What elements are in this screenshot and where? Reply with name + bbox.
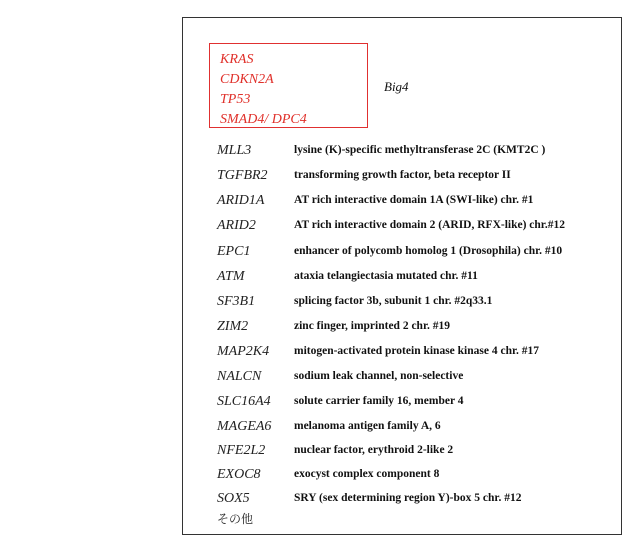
big4-label: Big4 <box>384 79 409 94</box>
gene-description: solute carrier family 16, member 4 <box>294 395 464 407</box>
gene-description: enhancer of polycomb homolog 1 (Drosophila) chr. #10 <box>294 245 563 257</box>
gene-row <box>183 244 621 264</box>
gene-row <box>183 319 621 339</box>
gene-row <box>183 394 621 414</box>
gene-description: sodium leak channel, non-selective <box>294 370 464 382</box>
gene-symbol: ARID2 <box>217 218 256 233</box>
gene-symbol: SF3B1 <box>217 294 256 309</box>
gene-row <box>183 467 621 487</box>
gene-list-panel <box>182 17 622 535</box>
big4-box <box>209 43 368 128</box>
gene-symbol: MAP2K4 <box>217 344 270 359</box>
gene-description: AT rich interactive domain 1A (SWI-like) chr. #1 <box>294 194 534 206</box>
gene-description: mitogen-activated protein kinase kinase 4 chr. #17 <box>294 345 540 357</box>
big4-gene: CDKN2A <box>220 72 274 87</box>
others-label: その他 <box>217 512 254 526</box>
big4-gene: TP53 <box>220 92 251 107</box>
gene-row <box>183 269 621 289</box>
gene-symbol: ATM <box>217 269 245 284</box>
gene-row <box>183 218 621 238</box>
gene-row <box>183 419 621 439</box>
gene-row <box>183 143 621 163</box>
gene-symbol: EXOC8 <box>217 467 261 482</box>
gene-row <box>183 369 621 389</box>
gene-description: lysine (K)-specific methyltransferase 2C (KMT2C ) <box>294 144 546 156</box>
gene-row <box>183 193 621 213</box>
big4-gene: KRAS <box>220 52 254 67</box>
gene-description: nuclear factor, erythroid 2-like 2 <box>294 444 454 456</box>
gene-row <box>183 443 621 463</box>
gene-symbol: MLL3 <box>217 143 252 158</box>
gene-symbol: ZIM2 <box>217 319 249 334</box>
big4-gene: SMAD4/ DPC4 <box>220 112 307 127</box>
gene-symbol: ARID1A <box>217 193 265 208</box>
gene-symbol: SOX5 <box>217 491 250 506</box>
gene-description: zinc finger, imprinted 2 chr. #19 <box>294 320 450 332</box>
gene-description: SRY (sex determining region Y)-box 5 chr. #12 <box>294 492 522 504</box>
gene-description: melanoma antigen family A, 6 <box>294 420 441 432</box>
gene-description: exocyst complex component 8 <box>294 468 440 480</box>
gene-symbol: NALCN <box>217 369 262 384</box>
gene-description: ataxia telangiectasia mutated chr. #11 <box>294 270 478 282</box>
gene-row <box>183 168 621 188</box>
gene-description: transforming growth factor, beta receptor II <box>294 169 511 181</box>
gene-symbol: SLC16A4 <box>217 394 271 409</box>
gene-row <box>183 344 621 364</box>
gene-description: AT rich interactive domain 2 (ARID, RFX-like) chr.#12 <box>294 219 565 231</box>
gene-symbol: EPC1 <box>217 244 251 259</box>
gene-symbol: TGFBR2 <box>217 168 268 183</box>
gene-row <box>183 294 621 314</box>
gene-row <box>183 491 621 511</box>
gene-description: splicing factor 3b, subunit 1 chr. #2q33.1 <box>294 295 493 307</box>
gene-symbol: MAGEA6 <box>217 419 272 434</box>
gene-symbol: NFE2L2 <box>217 443 266 458</box>
